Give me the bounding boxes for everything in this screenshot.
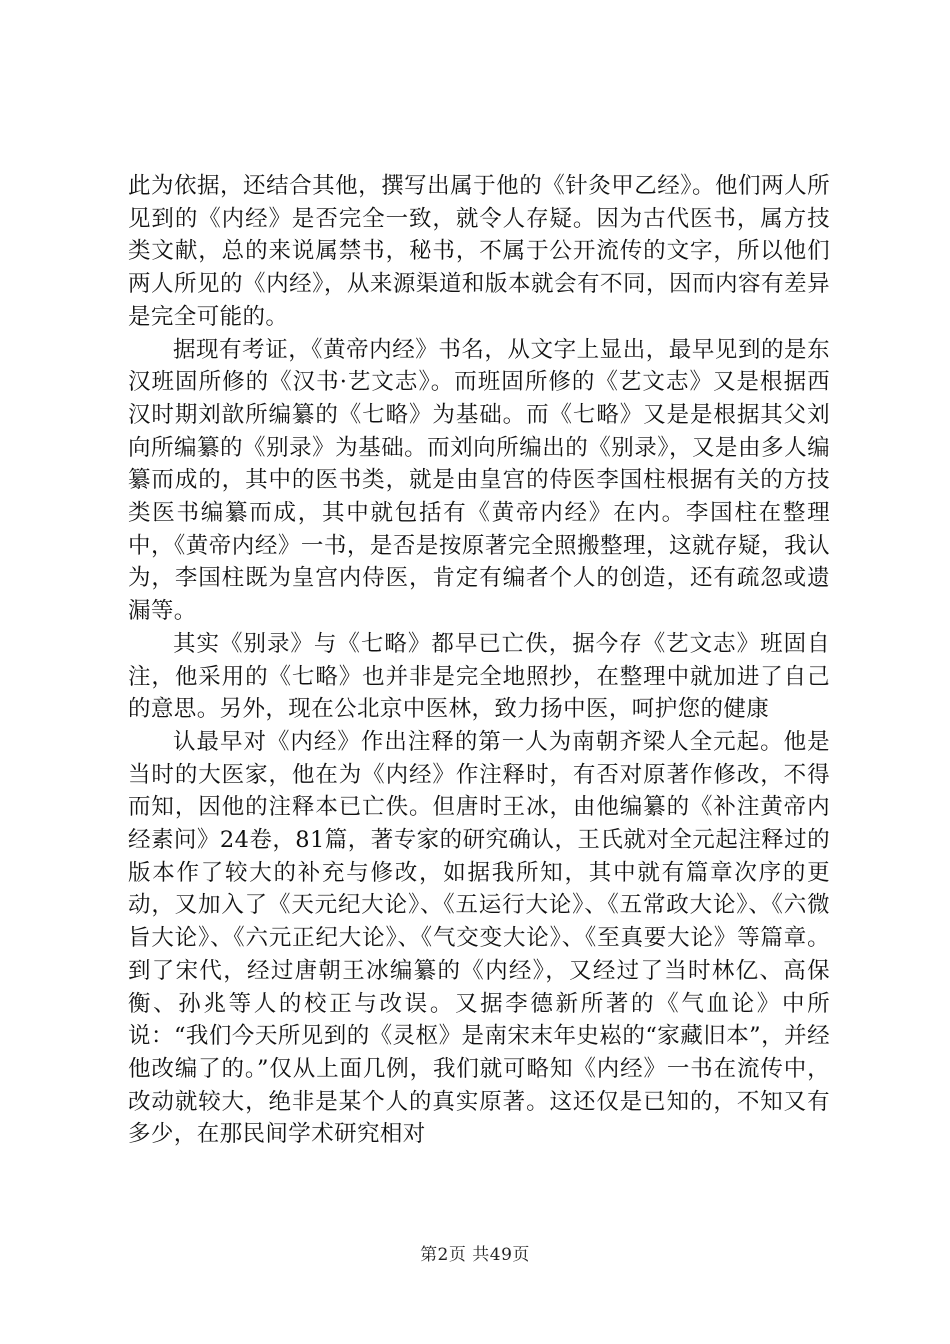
paragraph-4: 认最早对《内经》作出注释的第一人为南朝齐梁人全元起。他是当时的大医家，他在为《内经》作注释时，有否对原著作修改，不得而知，因他的注释本已亡佚。但唐时王冰，由他编纂的《补注黄帝内经素问》24卷，81篇，著专家的研究确认，王氏就对全元起注释过的版本作了较大的补充与修改，如据我所知，其中就有篇章次序的更动，又加入了《天元纪大论》、《五运行大论》、《五常政大论》、《六微旨大论》、《六元正纪大论》、《气交变大论》、《至真要大论》等篇章。到了宋代，经过唐朝王冰编纂的《内经》，又经过了当时林亿、高保衡、孙兆等人的校正与改误。又据李德新所著的《气血论》中所说：“我们今天所见到的《灵枢》是南宋末年史崧的“家藏旧本”，并经他改编了的。”仅从上面几例，我们就可略知《内经》一书在流传中，改动就较大，绝非是某个人的真实原著。这还仅是已知的，不知又有多少，在那民间学术研究相对 xyxy=(128,728,830,1148)
document-body xyxy=(128,170,830,1151)
paragraph-1: 此为依据，还结合其他，撰写出属于他的《针灸甲乙经》。他们两人所见到的《内经》是否完全一致，就令人存疑。因为古代医书，属方技类文献，总的来说属禁书，秘书，不属于公开流传的文字，所以他们两人所见的《内经》，从来源渠道和版本就会有不同，因而内容有差异是完全可能的。 xyxy=(128,173,830,330)
paragraph-3: 其实《别录》与《七略》都早已亡佚，据今存《艺文志》班固自注，他采用的《七略》也并非是完全地照抄，在整理中就加进了自己的意思。另外，现在公北京中医林，致力扬中医，呵护您的健康 xyxy=(128,630,830,723)
page-number-footer: 第2页 共49页 xyxy=(420,1245,530,1265)
paragraph-2: 据现有考证，《黄帝内经》书名，从文字上显出，最早见到的是东汉班固所修的《汉书·艺文志》。而班固所修的《艺文志》又是根据西汉时期刘歆所编纂的《七略》为基础。而《七略》又是是根据其父刘向所编纂的《别录》为基础。而刘向所编出的《别录》，又是由多人编纂而成的，其中的医书类，就是由皇宫的侍医李国柱根据有关的方技类医书编纂而成，其中就包括有《黄帝内经》在内。李国柱在整理中，《黄帝内经》一书，是否是按原著完全照搬整理，这就存疑，我认为，李国柱既为皇宫内侍医，肯定有编者个人的创造，还有疏忽或遗漏等。 xyxy=(128,336,830,625)
